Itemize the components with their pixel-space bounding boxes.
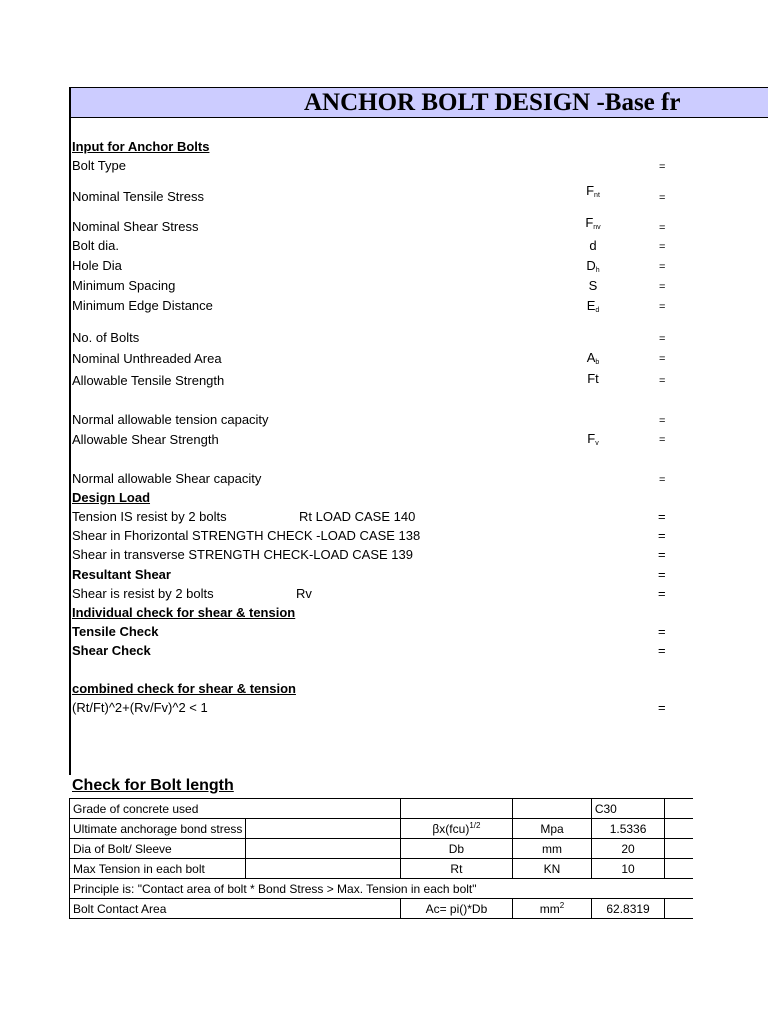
row-tension-capacity: Normal allowable tension capacity [72, 412, 269, 427]
table-row-dia [70, 839, 768, 859]
input-heading: Input for Anchor Bolts [72, 139, 210, 154]
cell-grade-label: Grade of concrete used [70, 799, 401, 819]
cell-contact-label: Bolt Contact Area [70, 899, 401, 919]
sym-hole-dia: $D_h$ [586, 258, 600, 274]
eq-tension-capacity: = [659, 415, 666, 427]
individual-check-heading: Individual check for shear & tension [72, 605, 296, 620]
eq-min-spacing: = [659, 281, 666, 293]
row-unthreaded-area: Nominal Unthreaded Area [72, 351, 222, 366]
sym-min-edge: $E_d$ [586, 298, 600, 314]
sym-tensile-stress: $F_{nt}$ [586, 183, 600, 199]
sym-allow-shear: $F_v$ [587, 431, 599, 447]
right-clip [693, 798, 768, 928]
eq-resultant-shear: = [658, 567, 666, 582]
eq-shear-capacity: = [659, 474, 666, 486]
sym-shear-stress: $F_{nv}$ [585, 215, 601, 231]
eq-bolt-dia: = [659, 241, 666, 253]
cell-dia-symbol: Db [400, 839, 513, 859]
cell-dia-label-a: Dia of Bolt/ Sleeve [70, 839, 246, 859]
eq-unthreaded-area: = [659, 353, 666, 365]
row-shear-horizontal: Shear in Fhorizontal STRENGTH CHECK -LOAD CASE 138 [72, 528, 421, 543]
cell-bond-label-b [246, 819, 400, 839]
cell-bond-label-a: Ultimate anchorage bond stress [70, 819, 246, 839]
cell-dia-unit: mm [513, 839, 592, 859]
cell-tension-label-b [246, 859, 400, 879]
table-row-contact [70, 899, 768, 919]
eq-tensile-check: = [658, 624, 666, 639]
eq-shear-resist: = [658, 586, 666, 601]
eq-min-edge: = [659, 301, 666, 313]
row-resultant-shear: Resultant Shear [72, 567, 171, 582]
sym-bolt-dia: d [589, 238, 597, 253]
design-load-heading: Design Load [72, 490, 151, 505]
cell-dia-label-b [246, 839, 400, 859]
row-allow-tensile: Allowable Tensile Strength [72, 373, 225, 388]
cell-tension-label-a: Max Tension in each bolt [70, 859, 246, 879]
bolt-length-heading: Check for Bolt length [72, 777, 234, 794]
row-shear-transverse: Shear in transverse STRENGTH CHECK-LOAD CASE 139 [72, 547, 413, 562]
cell-bond-unit: Mpa [513, 819, 592, 839]
row-hole-dia: Hole Dia [72, 258, 122, 273]
cell-bond-symbol: βx(fcu)$^{1/2}$ [400, 819, 513, 839]
cell-grade-symbol [400, 799, 513, 819]
cell-dia-value: 20 [591, 839, 664, 859]
row-bolt-dia: Bolt dia. [72, 238, 119, 253]
eq-shear-horizontal: = [658, 528, 666, 543]
row-shear-capacity: Normal allowable Shear capacity [72, 471, 262, 486]
eq-bolt-type: = [659, 161, 666, 173]
eq-shear-transverse: = [658, 547, 666, 562]
combined-check-heading: combined check for shear & tension [72, 681, 296, 696]
cell-contact-value: 62.8319 [591, 899, 664, 919]
sym-allow-tensile: Ft [587, 371, 599, 386]
eq-shear-check: = [658, 643, 666, 658]
table-row-grade [70, 799, 768, 819]
cell-tension-value: 10 [591, 859, 664, 879]
row-shear-stress: Nominal Shear Stress [72, 219, 199, 234]
row-shear-check: Shear Check [72, 643, 151, 658]
eq-no-bolts: = [659, 333, 666, 345]
eq-allow-tensile: = [659, 375, 666, 387]
row-tension-resist: Tension IS resist by 2 bolts [72, 509, 227, 524]
eq-tension-resist: = [658, 509, 666, 524]
left-border [69, 87, 71, 775]
cell-grade-value: C30 [591, 799, 664, 819]
table-row-bond [70, 819, 768, 839]
title-clip [70, 87, 693, 118]
cell-grade-unit [513, 799, 592, 819]
note-tension-load-case: Rt LOAD CASE 140 [299, 509, 416, 524]
eq-shear-stress: = [659, 222, 666, 234]
cell-principle: Principle is: "Contact area of bolt * Bond Stress > Max. Tension in each bolt" [70, 879, 768, 899]
row-min-spacing: Minimum Spacing [72, 278, 176, 293]
row-tensile-stress: Nominal Tensile Stress [72, 189, 204, 204]
row-shear-resist: Shear is resist by 2 bolts [72, 586, 214, 601]
sym-unthreaded-area: $A_b$ [586, 350, 600, 366]
eq-hole-dia: = [659, 261, 666, 273]
cell-contact-unit: $mm^2$ [513, 899, 592, 919]
row-bolt-type: Bolt Type [72, 158, 126, 173]
cell-tension-unit: KN [513, 859, 592, 879]
note-rv: Rv [296, 586, 312, 601]
row-combined-formula: (Rt/Ft)^2+(Rv/Fv)^2 < 1 [72, 700, 208, 715]
eq-allow-shear: = [659, 434, 666, 446]
table-row-tension [70, 859, 768, 879]
cell-tension-symbol: Rt [400, 859, 513, 879]
eq-combined-formula: = [658, 700, 666, 715]
eq-tensile-stress: = [659, 192, 666, 204]
row-allow-shear: Allowable Shear Strength [72, 432, 219, 447]
cell-bond-value: 1.5336 [591, 819, 664, 839]
page-title: ANCHOR BOLT DESIGN -Base fr [304, 89, 681, 116]
table-row-principle [70, 879, 768, 899]
row-min-edge: Minimum Edge Distance [72, 298, 213, 313]
bolt-length-table [69, 798, 768, 919]
row-no-bolts: No. of Bolts [72, 330, 140, 345]
sym-min-spacing: S [588, 278, 598, 293]
cell-contact-symbol: Ac= pi()*Db [400, 899, 513, 919]
row-tensile-check: Tensile Check [72, 624, 159, 639]
